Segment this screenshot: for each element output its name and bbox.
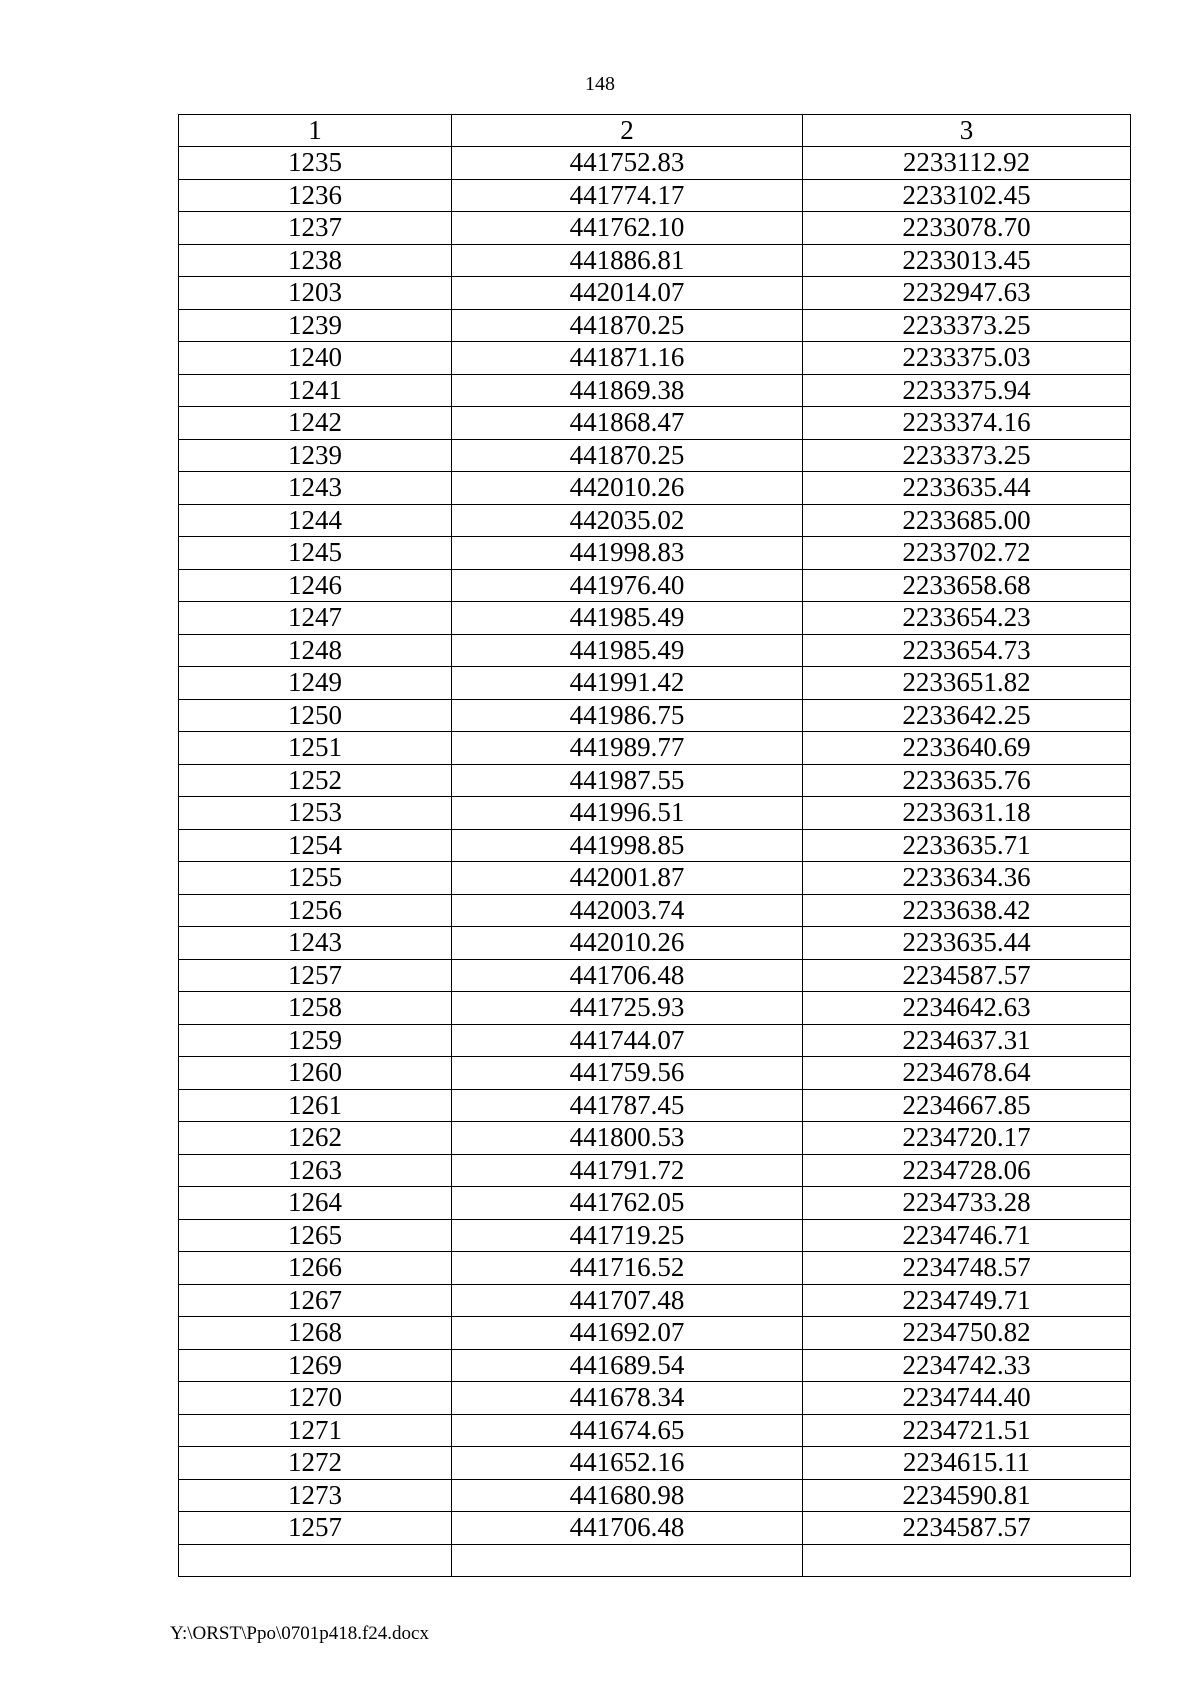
footer-file-path: Y:\ORST\Ppo\0701p418.f24.docx	[170, 1623, 429, 1644]
table-row	[179, 1414, 1131, 1447]
table-row	[179, 439, 1131, 472]
table-row	[179, 764, 1131, 797]
table-row	[179, 667, 1131, 700]
y-coordinate-cell: 2233651.82	[803, 667, 1131, 700]
x-coordinate-cell: 441871.16	[452, 342, 803, 375]
y-coordinate-cell: 2233013.45	[803, 244, 1131, 277]
table-row	[179, 1154, 1131, 1187]
y-coordinate-cell: 2233102.45	[803, 179, 1131, 212]
y-coordinate-cell: 2233112.92	[803, 147, 1131, 180]
point-number-cell: 1259	[179, 1024, 452, 1057]
y-coordinate-cell: 2234733.28	[803, 1187, 1131, 1220]
table-row	[179, 1479, 1131, 1512]
x-coordinate-cell: 441692.07	[452, 1317, 803, 1350]
table-row	[179, 1089, 1131, 1122]
table-row	[179, 1024, 1131, 1057]
x-coordinate-cell: 441800.53	[452, 1122, 803, 1155]
table-row	[179, 407, 1131, 440]
x-coordinate-cell: 441976.40	[452, 569, 803, 602]
table-row	[179, 569, 1131, 602]
point-number-cell: 1252	[179, 764, 452, 797]
x-coordinate-cell: 441868.47	[452, 407, 803, 440]
table-row	[179, 537, 1131, 570]
y-coordinate-cell: 2234750.82	[803, 1317, 1131, 1350]
x-coordinate-cell: 441680.98	[452, 1479, 803, 1512]
x-coordinate-cell: 442010.26	[452, 472, 803, 505]
y-coordinate-cell: 2234744.40	[803, 1382, 1131, 1415]
point-number-cell: 1250	[179, 699, 452, 732]
point-number-cell: 1269	[179, 1349, 452, 1382]
y-coordinate-cell: 2233635.71	[803, 829, 1131, 862]
x-coordinate-cell: 441706.48	[452, 959, 803, 992]
table-row	[179, 179, 1131, 212]
point-number-cell: 1254	[179, 829, 452, 862]
y-coordinate-cell: 2233635.44	[803, 472, 1131, 505]
y-coordinate-cell: 2233374.16	[803, 407, 1131, 440]
x-coordinate-cell: 441998.85	[452, 829, 803, 862]
table-row	[179, 699, 1131, 732]
x-coordinate-cell: 441985.49	[452, 602, 803, 635]
point-number-cell: 1236	[179, 179, 452, 212]
column-header-1: 1	[179, 115, 452, 147]
point-number-cell: 1271	[179, 1414, 452, 1447]
point-number-cell: 1263	[179, 1154, 452, 1187]
x-coordinate-cell: 441886.81	[452, 244, 803, 277]
table-row	[179, 147, 1131, 180]
x-coordinate-cell: 441996.51	[452, 797, 803, 830]
y-coordinate-cell: 2232947.63	[803, 277, 1131, 310]
point-number-cell: 1240	[179, 342, 452, 375]
point-number-cell: 1246	[179, 569, 452, 602]
table-row	[179, 504, 1131, 537]
point-number-cell: 1248	[179, 634, 452, 667]
y-coordinate-cell: 2233654.73	[803, 634, 1131, 667]
y-coordinate-cell: 2234615.11	[803, 1447, 1131, 1480]
y-coordinate-cell: 2234721.51	[803, 1414, 1131, 1447]
y-coordinate-cell: 2233638.42	[803, 894, 1131, 927]
point-number-cell: 1265	[179, 1219, 452, 1252]
table-row	[179, 309, 1131, 342]
table-row	[179, 602, 1131, 635]
y-coordinate-cell: 2233654.23	[803, 602, 1131, 635]
x-coordinate-cell: 442003.74	[452, 894, 803, 927]
y-coordinate-cell: 2234587.57	[803, 1512, 1131, 1545]
y-coordinate-cell: 2234678.64	[803, 1057, 1131, 1090]
table-row	[179, 927, 1131, 960]
point-number-cell: 1239	[179, 309, 452, 342]
point-number-cell: 1243	[179, 472, 452, 505]
point-number-cell: 1257	[179, 1512, 452, 1545]
point-number-cell: 1273	[179, 1479, 452, 1512]
table-row	[179, 374, 1131, 407]
table-row	[179, 277, 1131, 310]
y-coordinate-cell: 2234720.17	[803, 1122, 1131, 1155]
y-coordinate-cell: 2233642.25	[803, 699, 1131, 732]
y-coordinate-cell: 2234642.63	[803, 992, 1131, 1025]
table-row	[179, 1512, 1131, 1545]
point-number-cell: 1260	[179, 1057, 452, 1090]
x-coordinate-cell: 441678.34	[452, 1382, 803, 1415]
x-coordinate-cell: 442010.26	[452, 927, 803, 960]
point-number-cell: 1257	[179, 959, 452, 992]
point-number-cell: 1241	[179, 374, 452, 407]
x-coordinate-cell: 441759.56	[452, 1057, 803, 1090]
table-row	[179, 1057, 1131, 1090]
y-coordinate-cell: 2234742.33	[803, 1349, 1131, 1382]
x-coordinate-cell: 441744.07	[452, 1024, 803, 1057]
table-row	[179, 1382, 1131, 1415]
point-number-cell	[179, 1544, 452, 1576]
table-row	[179, 829, 1131, 862]
table-row	[179, 1219, 1131, 1252]
x-coordinate-cell	[452, 1544, 803, 1576]
y-coordinate-cell: 2233702.72	[803, 537, 1131, 570]
x-coordinate-cell: 441762.05	[452, 1187, 803, 1220]
point-number-cell: 1264	[179, 1187, 452, 1220]
point-number-cell: 1272	[179, 1447, 452, 1480]
x-coordinate-cell: 441674.65	[452, 1414, 803, 1447]
point-number-cell: 1237	[179, 212, 452, 245]
y-coordinate-cell: 2234749.71	[803, 1284, 1131, 1317]
point-number-cell: 1243	[179, 927, 452, 960]
y-coordinate-cell: 2233078.70	[803, 212, 1131, 245]
y-coordinate-cell: 2234746.71	[803, 1219, 1131, 1252]
point-number-cell: 1256	[179, 894, 452, 927]
x-coordinate-cell: 442035.02	[452, 504, 803, 537]
y-coordinate-cell: 2234728.06	[803, 1154, 1131, 1187]
table-row	[179, 1252, 1131, 1285]
y-coordinate-cell: 2234667.85	[803, 1089, 1131, 1122]
y-coordinate-cell: 2234587.57	[803, 959, 1131, 992]
x-coordinate-cell: 441869.38	[452, 374, 803, 407]
x-coordinate-cell: 441987.55	[452, 764, 803, 797]
x-coordinate-cell: 441787.45	[452, 1089, 803, 1122]
table-body	[179, 115, 1131, 1577]
table-row	[179, 732, 1131, 765]
column-header-3: 3	[803, 115, 1131, 147]
y-coordinate-cell: 2233373.25	[803, 439, 1131, 472]
y-coordinate-cell	[803, 1544, 1131, 1576]
y-coordinate-cell: 2233631.18	[803, 797, 1131, 830]
x-coordinate-cell: 441985.49	[452, 634, 803, 667]
point-number-cell: 1258	[179, 992, 452, 1025]
y-coordinate-cell: 2234637.31	[803, 1024, 1131, 1057]
x-coordinate-cell: 441870.25	[452, 439, 803, 472]
table-row	[179, 1447, 1131, 1480]
coordinates-table	[178, 114, 1131, 1577]
x-coordinate-cell: 441870.25	[452, 309, 803, 342]
y-coordinate-cell: 2233685.00	[803, 504, 1131, 537]
y-coordinate-cell: 2233635.44	[803, 927, 1131, 960]
table-row	[179, 634, 1131, 667]
table-row	[179, 1187, 1131, 1220]
table-row	[179, 894, 1131, 927]
y-coordinate-cell: 2233658.68	[803, 569, 1131, 602]
x-coordinate-cell: 441716.52	[452, 1252, 803, 1285]
y-coordinate-cell: 2234590.81	[803, 1479, 1131, 1512]
x-coordinate-cell: 441689.54	[452, 1349, 803, 1382]
y-coordinate-cell: 2233640.69	[803, 732, 1131, 765]
point-number-cell: 1203	[179, 277, 452, 310]
table-row	[179, 1122, 1131, 1155]
page-number: 148	[585, 73, 615, 95]
y-coordinate-cell: 2234748.57	[803, 1252, 1131, 1285]
point-number-cell: 1235	[179, 147, 452, 180]
table-header-row	[179, 115, 1131, 147]
y-coordinate-cell: 2233635.76	[803, 764, 1131, 797]
x-coordinate-cell: 441774.17	[452, 179, 803, 212]
point-number-cell: 1251	[179, 732, 452, 765]
point-number-cell: 1238	[179, 244, 452, 277]
point-number-cell: 1261	[179, 1089, 452, 1122]
point-number-cell: 1267	[179, 1284, 452, 1317]
point-number-cell: 1249	[179, 667, 452, 700]
x-coordinate-cell: 442014.07	[452, 277, 803, 310]
point-number-cell: 1242	[179, 407, 452, 440]
x-coordinate-cell: 441719.25	[452, 1219, 803, 1252]
point-number-cell: 1266	[179, 1252, 452, 1285]
table-row	[179, 1317, 1131, 1350]
table-row	[179, 342, 1131, 375]
x-coordinate-cell: 441989.77	[452, 732, 803, 765]
x-coordinate-cell: 441752.83	[452, 147, 803, 180]
table-row	[179, 212, 1131, 245]
x-coordinate-cell: 441707.48	[452, 1284, 803, 1317]
point-number-cell: 1253	[179, 797, 452, 830]
point-number-cell: 1262	[179, 1122, 452, 1155]
table-row	[179, 472, 1131, 505]
column-header-2: 2	[452, 115, 803, 147]
table-row	[179, 1284, 1131, 1317]
y-coordinate-cell: 2233375.03	[803, 342, 1131, 375]
x-coordinate-cell: 441762.10	[452, 212, 803, 245]
table-row	[179, 1544, 1131, 1576]
table-row	[179, 244, 1131, 277]
point-number-cell: 1247	[179, 602, 452, 635]
y-coordinate-cell: 2233634.36	[803, 862, 1131, 895]
point-number-cell: 1239	[179, 439, 452, 472]
point-number-cell: 1270	[179, 1382, 452, 1415]
table-row	[179, 797, 1131, 830]
point-number-cell: 1268	[179, 1317, 452, 1350]
point-number-cell: 1255	[179, 862, 452, 895]
x-coordinate-cell: 441986.75	[452, 699, 803, 732]
point-number-cell: 1244	[179, 504, 452, 537]
y-coordinate-cell: 2233373.25	[803, 309, 1131, 342]
x-coordinate-cell: 441725.93	[452, 992, 803, 1025]
x-coordinate-cell: 441998.83	[452, 537, 803, 570]
point-number-cell: 1245	[179, 537, 452, 570]
table-row	[179, 1349, 1131, 1382]
x-coordinate-cell: 442001.87	[452, 862, 803, 895]
table-row	[179, 862, 1131, 895]
x-coordinate-cell: 441652.16	[452, 1447, 803, 1480]
y-coordinate-cell: 2233375.94	[803, 374, 1131, 407]
x-coordinate-cell: 441706.48	[452, 1512, 803, 1545]
table-row	[179, 959, 1131, 992]
table-row	[179, 992, 1131, 1025]
x-coordinate-cell: 441991.42	[452, 667, 803, 700]
x-coordinate-cell: 441791.72	[452, 1154, 803, 1187]
